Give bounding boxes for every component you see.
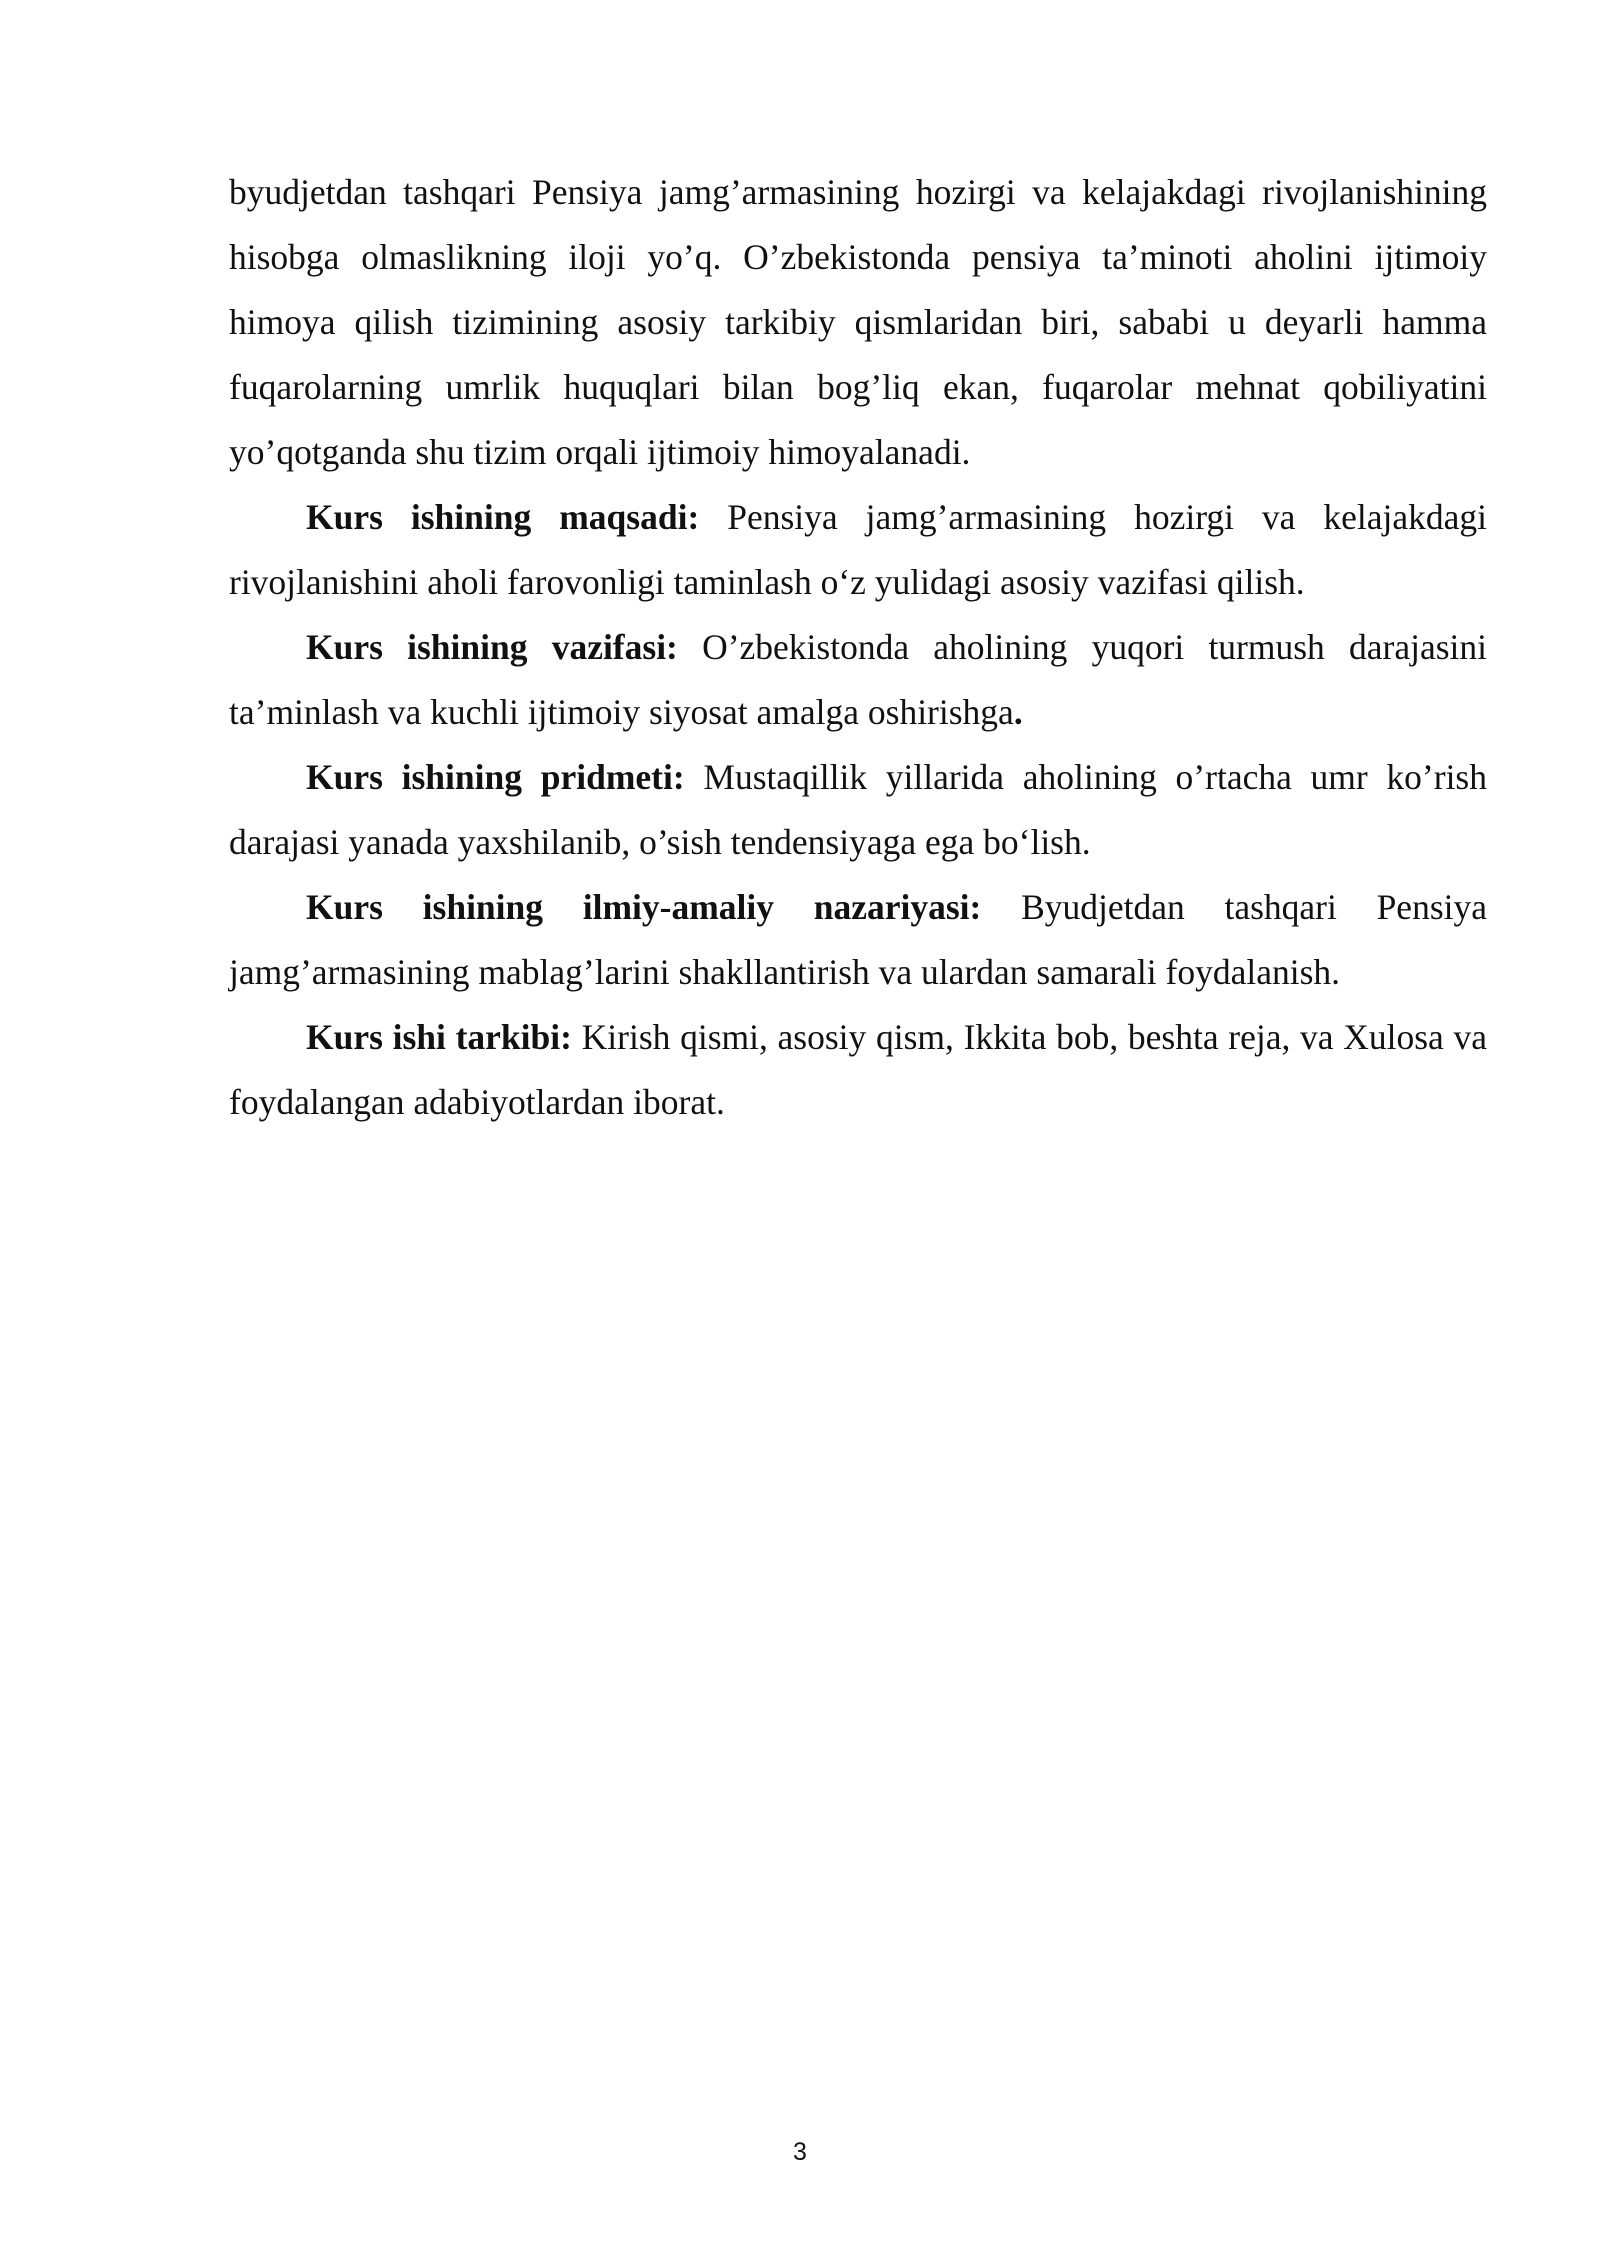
document-body <box>229 160 1487 1135</box>
paragraph-text: Kirish qismi, asosiy qism, Ikkita bob, beshta reja, va Xulosa va foydalangan adabiyotlardan iborat. <box>229 1017 1487 1122</box>
paragraph-text: Pensiya jamg’armasining hozirgi va kelajakdagi rivojlanishini aholi farovonligi taminlash o‘z yulidagi asosiy vazifasi qilish. <box>229 497 1488 602</box>
paragraph-text: O’zbekistonda aholining yuqori turmush darajasini ta’minlash va kuchli ijtimoiy siyosat amalga oshirishga <box>229 627 1487 732</box>
paragraph-subject <box>229 745 1487 875</box>
paragraph-structure <box>229 1005 1487 1135</box>
paragraph-intro <box>229 160 1487 485</box>
page-number: 3 <box>793 2138 807 2166</box>
paragraph-heading: Kurs ishining ilmiy-amaliy nazariyasi: <box>306 887 982 927</box>
paragraph-heading: Kurs ishining pridmeti: <box>306 757 685 797</box>
paragraph-goal <box>229 485 1487 615</box>
paragraph-text: Byudjetdan tashqari Pensiya jamg’armasining mablag’larini shakllantirish va ulardan samarali foydalanish. <box>229 887 1488 992</box>
paragraph-heading: Kurs ishining maqsadi: <box>306 497 700 537</box>
paragraph-theory <box>229 875 1487 1005</box>
paragraph-text: byudjetdan tashqari Pensiya jamg’armasining hozirgi va kelajakdagi rivojlanishining hisobga olmaslikning iloji yo’q. O’zbekistonda pensiya ta’minoti aholini ijtimoiy himoya qilish tizimining asosiy tarkibiy qismlaridan biri, sababi u deyarli hamma fuqarolarning umrlik huquqlari bilan bog’liq ekan, fuqarolar mehnat qobiliyatini yo’qotganda shu tizim orqali ijtimoiy himoyalanadi. <box>229 172 1487 472</box>
paragraph-task <box>229 615 1487 745</box>
paragraph-heading: Kurs ishining vazifasi: <box>306 627 678 667</box>
paragraph-text: Mustaqillik yillarida aholining o’rtacha umr ko’rish darajasi yanada yaxshilanib, o’sish tendensiyaga ega bo‘lish. <box>229 757 1487 862</box>
paragraph-heading: Kurs ishi tarkibi: <box>306 1017 572 1057</box>
paragraph-tail: . <box>1013 692 1023 732</box>
